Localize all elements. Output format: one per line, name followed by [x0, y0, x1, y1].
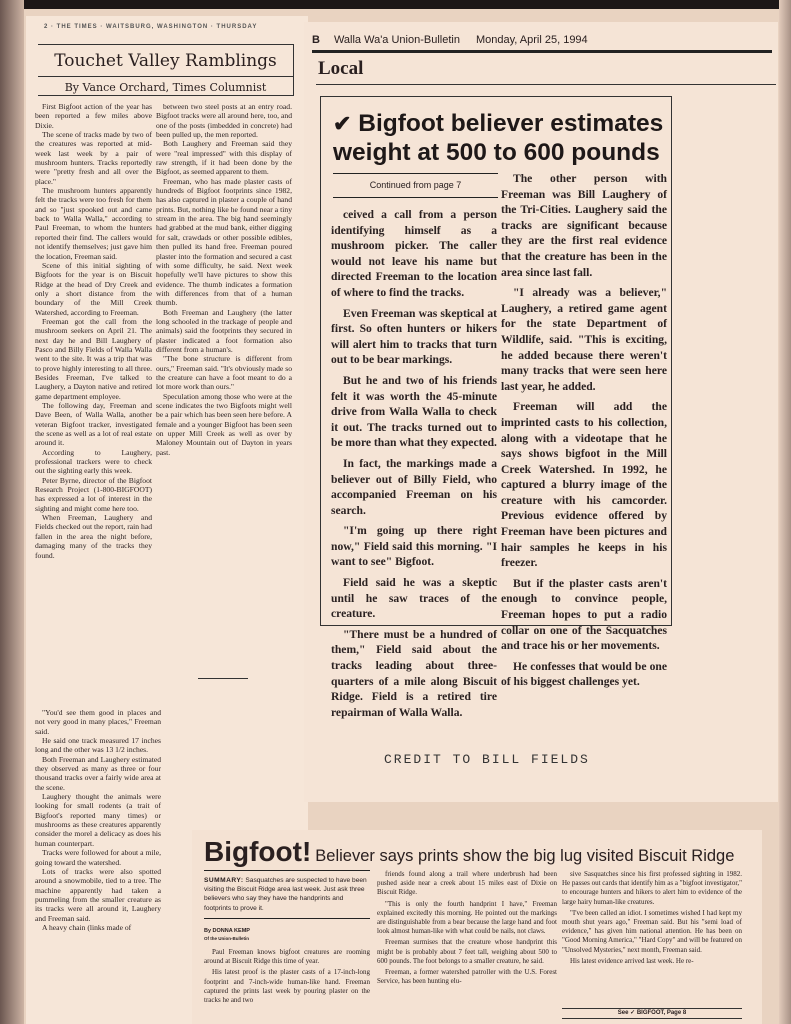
paragraph: Both Freeman and Laughery estimated they observed as many as three or four thousand tracks over a fairly wide area at the scene. [35, 754, 161, 792]
paragraph: Freeman, a former watershed patroller with the U.S. Forest Service, has been hunting elu- [377, 968, 557, 986]
paragraph: ceived a call from a person identifying himself as a mushroom picker. The caller would not leave his name but directed Freeman to the location of where to find the tracks. [331, 208, 497, 299]
paragraph: sive Sasquatches since his first professed sighting in 1982. He passes out cards that identify him as a "bigfoot investigator," to encourage hunters and hikers to alert him to evidence of the large hairy human-like creatures. [562, 870, 742, 906]
paragraph: "I've been called an idiot. I sometimes wished I had kept my mouth shut years ago," Freeman said. But his "semi load of evidence," has given him national attention. He has been on "Good Morning America," "Hard Copy" and will be featured on "Unsolved Mysteries," next month, Freeman said. [562, 908, 742, 954]
paragraph: "There must be a hundred of them," Field said about the tracks leading about three-quarters of a mile along Biscuit Ridge. Field is a retired tire repairman of Walla Walla. [331, 627, 497, 719]
paragraph: His latest proof is the plaster casts of a 17-inch-long footprint and 7-inch-wide human-like hand. Freeman captured the prints last week by pouring plaster on the tracks he and two [204, 968, 370, 1005]
paragraph: Freeman surmises that the creature whose handprint this might be is probably about 7 feet tall, weighing about 500 to 600 pounds. The foot belongs to a smaller creature, he said. [377, 938, 557, 965]
article-column-1 [204, 948, 370, 1024]
paragraph: The other person with Freeman was Bill Laughery of the Tri-Cities. Laughery said the tracks are significant because they are the first real evidence that the creature has been in the area since last fall. [501, 172, 667, 279]
paragraph: Lots of tracks were also spotted around a snowmobile, tied to a tree. The machine apparently had taken a pummeling from the smaller creature as its tracks were all around it, Laughery and Freeman said. [35, 866, 161, 923]
paragraph: Both Freeman and Laughery (the latter long schooled in the trackage of people and animals) said the footprints they secured in plaster indicated a foot formation also different from a human's. [156, 307, 292, 354]
paragraph: Tracks were followed for about a mile, going toward the watershed. [35, 848, 161, 867]
paper-name: Walla Wa'a Union-Bulletin [333, 34, 460, 46]
article-box [320, 96, 672, 719]
paragraph: First Bigfoot action of the year has been reported a few miles above Dixie. [35, 102, 152, 130]
paragraph: When Freeman, Laughery and Fields checked out the report, rain had fallen in the area the night before, damaging many of the tracks they found. [35, 513, 152, 560]
page-letter: B [312, 34, 320, 46]
union-bulletin-clipping [304, 22, 778, 802]
paragraph: Field said he was a skeptic until he saw traces of the creature. [331, 576, 497, 621]
paragraph: But if the plaster casts aren't enough to convince people, Freeman hopes to put a radio collar on one of the Sacquatches and trace his or her movements. [501, 576, 667, 653]
paragraph: between two steel posts at an entry road. Bigfoot tracks were all around here, too, and one of the posts (imbedded in concrete) had been pulled up, the men reported. [156, 102, 292, 140]
paragraph: Even Freeman was skeptical at first. So often hunters or hikers will alert him to tracks that turn out to be bear markings. [331, 306, 497, 367]
paragraph: He confesses that would be one of his biggest challenges yet. [501, 659, 667, 689]
bigfoot-summary-clipping [192, 830, 762, 1024]
paragraph: According to Laughery, professional trackers were to check out the sighting early this week. [35, 447, 152, 476]
paragraph: The scene of tracks made by two of the creatures was reported at mid-week last week by a pair of mushroom hunters. Tracks reportedly were "pretty fresh and all over the place." [35, 130, 152, 186]
paragraph: Freeman got the call from the mushroom seekers on April 21. The next day he and Bill Laughery of Pasco and Billy Fields of Walla Walla went to the site. It was a trip that was to prove highly interesting to all three. Besides Freeman, I've talked to Laughery, a Dayton native and retired game department employee. [35, 316, 152, 401]
scan-top-edge [0, 0, 791, 9]
paragraph: But he and two of his friends felt it was worth the 45-minute drive from Walla Walla to check it out. The tracks turned out to be more than what they expected. [331, 373, 497, 450]
paragraph: Laughery thought the animals were looking for small rodents (a trait of Bigfoot's reported many times) or mushrooms as these creatures apparently consider the morel a delicacy as does his human counterpart. [35, 792, 161, 848]
scan-right-edge [779, 0, 791, 1024]
byline: By DONNA KEMP Of the Union-Bulletin [204, 928, 250, 941]
credit-note: CREDIT TO BILL FIELDS [384, 752, 590, 767]
paragraph: In fact, the markings made a believer out of Billy Field, who accompanied Freeman on his search. [331, 456, 497, 517]
continued-from: Continued from page 7 [333, 173, 498, 198]
paragraph: The following day, Freeman and Dave Been, of Walla Walla, another veteran Bigfoot tracker, investigated the scene as well as a lot of real estate around it. [35, 401, 152, 448]
rule [316, 84, 776, 85]
paragraph: He said one track measured 17 inches long and the other was 13 1/2 inches. [35, 736, 161, 755]
paragraph: Scene of this initial sighting of Bigfoots for the year is on Biscuit Ridge at the head of Dry Creek and only a short distance from the boundary of the Mill Creek Watershed, according to Freeman. [35, 260, 152, 317]
paragraph: Speculation among those who were at the scene indicates the two Bigfoots might well be a pair which has been seen here before. A female and a younger Bigfoot has been seen on upper Mill Creek as well as over by Maloney Mountain out of Dayton in years past. [156, 391, 292, 457]
text-column-3 [35, 708, 161, 1024]
paragraph: "This is only the fourth handprint I have," Freeman explained excitedly this morning. He pointed out the markings are distinguishable from a bear because the large hand and foot look almost human-like with what could be nails, not claws. [377, 899, 557, 936]
paragraph: "I already was a believer," Laughery, a retired game agent for the state Department of Wildlife, said. "This is exciting, he added because there weren't many tracks that were seen here last year, he added. [501, 286, 667, 393]
article-column-3 [562, 870, 742, 1020]
article-column-1 [331, 207, 497, 719]
paragraph: Peter Byrne, director of the Bigfoot Research Project (1-800-BIGFOOT) has expressed a lot of interest in the sighting and might come here too. [35, 475, 152, 513]
checkmark-icon: ✔ [333, 111, 352, 136]
paragraph: "You'd see them good in places and not very good in many places," Freeman said. [35, 708, 161, 736]
rule [312, 50, 772, 53]
headline: Bigfoot! Believer says prints show the big lug visited Biscuit Ridge [204, 836, 735, 867]
column-header-box [38, 44, 294, 96]
paragraph: The mushroom hunters apparently felt the tracks were too fresh for them and so "just spooked out and came back to Walla Walla," according to Paul Freeman, to whom the hunters reported their find. The callers would not identify themselves; just gave him the location, Freeman said. [35, 186, 152, 261]
column-title: Touchet Valley Ramblings [54, 51, 277, 71]
issue-date: Monday, April 25, 1994 [475, 34, 588, 46]
section-title: Local [318, 58, 364, 79]
article-column-2 [501, 171, 667, 689]
text-column-1 [35, 102, 152, 686]
scan-left-edge [0, 0, 24, 1024]
column-byline: By Vance Orchard, Times Columnist [38, 76, 293, 94]
paragraph: Freeman will add the imprinted casts to his collection, along with a videotape that he says shows bigfoot in the Mill Creek Watershed. In 1992, he captured a blurry image of the creature with his camcorder. Previous evidence offered by Freeman have been pictures and hair samples he keeps in his freezer. [501, 400, 667, 570]
paragraph: His latest evidence arrived last week. He re- [570, 956, 694, 965]
paragraph: A heavy chain (links made of [42, 922, 132, 932]
masthead-line [312, 34, 588, 46]
paragraph: Freeman, who has made plaster casts of hundreds of Bigfoot footprints since 1982, has also captured in plaster a couple of hand prints. But, nothing like he found near a tiny stream in the area. The big hand seemingly had grabbed at the mud bank, either digging for salt, crawdads or other possible edibles, then pulled its hand free. Freeman poured plaster into the formation and secured a cast with some difficulty, he said. Next week hopefully we'll have pictures to show this evidence. The thumb indicates a formation with differences from that of a human thumb. [156, 176, 292, 308]
headline: ✔ Bigfoot believer estimates weight at 500 to 600 pounds [333, 110, 664, 166]
paragraph: Paul Freeman knows bigfoot creatures are rooming around at Biscuit Ridge this time of year. [204, 948, 370, 966]
article-column-2 [377, 870, 557, 1024]
end-rule [198, 678, 248, 679]
paragraph: "I'm going up there right now," Field said this morning. "I want to see" Bigfoot. [331, 524, 497, 569]
paragraph: friends found along a trail where underbrush had been pushed aside near a creek about 15 miles east of Dixie on Biscuit Ridge. [377, 870, 557, 897]
summary-box: SUMMARY: Sasquatches are suspected to have been visiting the Biscuit Ridge area last week. Just ask three believers who say they have the handprints and footprints to prove it. [204, 870, 370, 919]
paragraph: Both Laughery and Freeman said they were "real impressed" with this display of raw strength, if it had been done by the Bigfoot, as seemed apparent to them. [156, 139, 292, 177]
running-head: 2 · THE TIMES · WAITSBURG, WASHINGTON · THURSDAY [44, 24, 258, 30]
jump-reference: See ✓ BIGFOOT, Page 8 [562, 1008, 742, 1019]
paragraph: "The bone structure is different from ours," Freeman said. "It's obviously made so the creature can have a foot meant to do a lot more work than ours." [156, 354, 292, 392]
text-column-2 [156, 102, 292, 682]
